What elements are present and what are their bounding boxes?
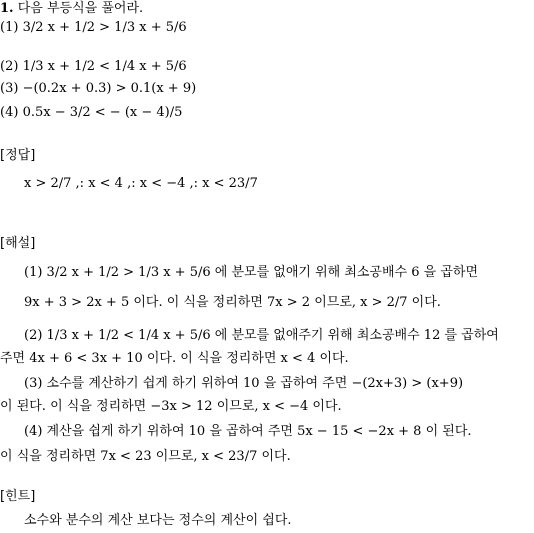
solution-line-4a: (4) 계산을 쉽게 하기 위하여 10 을 곱하여 주면 5x − 15 < −2x + 8 이 된다. xyxy=(24,424,472,439)
problem-number: 1. xyxy=(0,1,14,16)
solution-line-3a: (3) 소수를 계산하기 쉽게 하기 위하여 10 을 곱하여 주면 −(2x+3) > (x+9) xyxy=(24,376,464,391)
solution-line-2b: 주면 4x + 6 < 3x + 10 이다. 이 식을 정리하면 x < 4 이다. xyxy=(0,351,349,366)
solution-line-3b: 이 된다. 이 식을 정리하면 −3x > 12 이므로, x < −4 이다. xyxy=(0,399,342,414)
problem-item-2-label: (2) xyxy=(0,59,19,74)
problem-item-1 xyxy=(0,21,187,34)
answer-header: [정답] xyxy=(0,148,36,163)
problem-item-1-text: 3/2 x + 1/2 > 1/3 x + 5/6 xyxy=(22,20,187,35)
solution-header: [해설] xyxy=(0,236,36,251)
solution-line-1b: 9x + 3 > 2x + 5 이다. 이 식을 정리하면 7x > 2 이므로, x > 2/7 이다. xyxy=(24,295,441,310)
problem-item-3-text: −(0.2x + 0.3) > 0.1(x + 9) xyxy=(22,81,197,96)
solution-line-2a: (2) 1/3 x + 1/2 < 1/4 x + 5/6 에 분모를 없애주기 위해 최소공배수 12 를 곱하여 xyxy=(24,328,499,343)
problem-item-4-text: 0.5x − 3/2 < − (x − 4)/5 xyxy=(22,105,183,120)
problem-item-4-label: (4) xyxy=(0,105,19,120)
problem-item-2 xyxy=(0,60,187,73)
answer-text: x > 2/7 ,: x < 4 ,: x < −4 ,: x < 23/7 xyxy=(24,176,258,191)
problem-item-4 xyxy=(0,106,182,119)
problem-item-2-text: 1/3 x + 1/2 < 1/4 x + 5/6 xyxy=(22,59,187,74)
problem-item-3-label: (3) xyxy=(0,81,19,96)
hint-text: 소수와 분수의 계산 보다는 정수의 계산이 쉽다. xyxy=(24,513,292,528)
problem-heading xyxy=(0,2,143,15)
problem-item-3 xyxy=(0,82,196,95)
solution-line-4b: 이 식을 정리하면 7x < 23 이므로, x < 23/7 이다. xyxy=(0,449,291,464)
problem-item-1-label: (1) xyxy=(0,20,19,35)
problem-title: 다음 부등식을 풀어라. xyxy=(17,1,144,16)
solution-line-1a: (1) 3/2 x + 1/2 > 1/3 x + 5/6 에 분모를 없애기 위해 최소공배수 6 을 곱하면 xyxy=(24,265,479,280)
hint-header: [힌트] xyxy=(0,489,36,504)
